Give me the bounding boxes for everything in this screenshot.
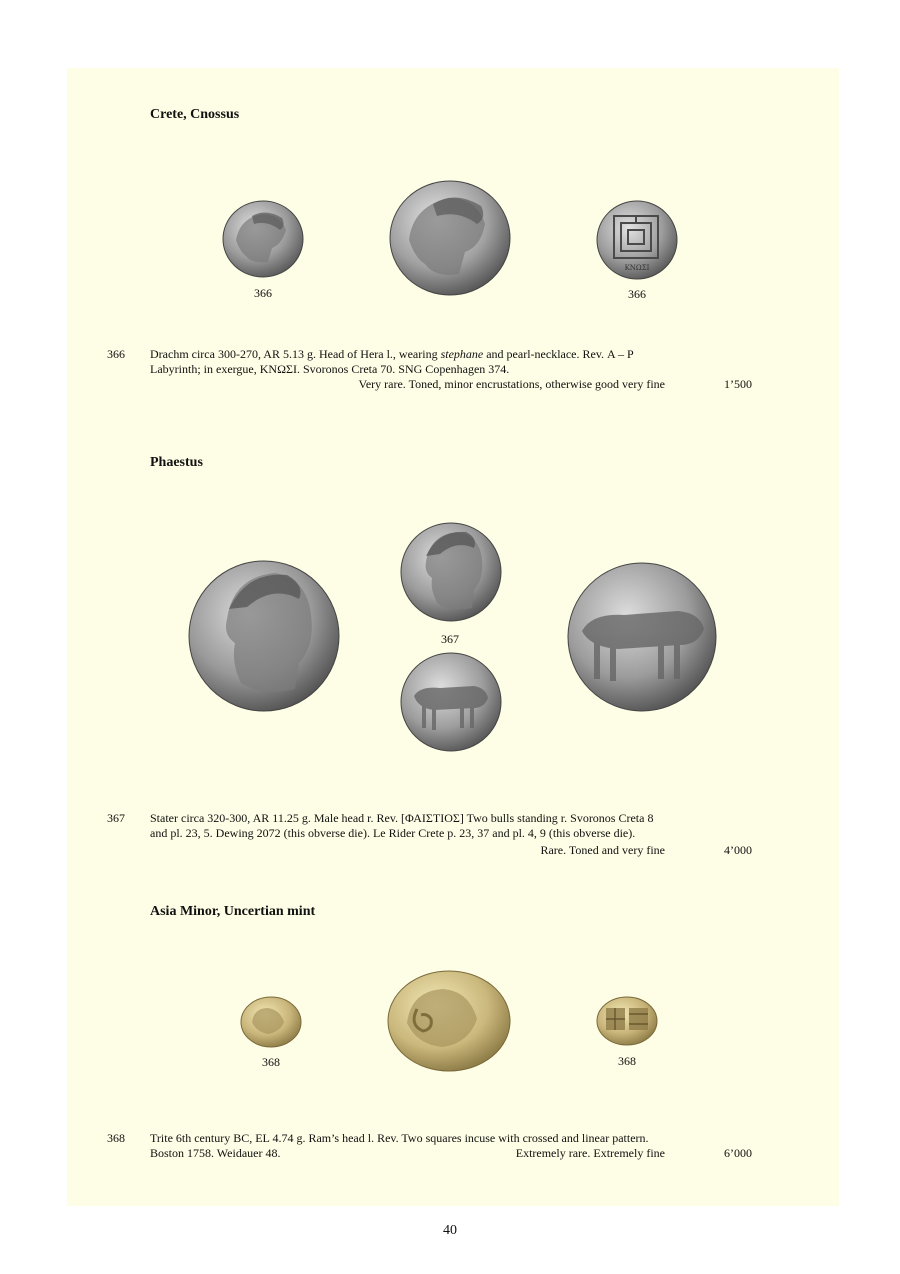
section-heading-cnossus: Crete, Cnossus	[150, 107, 240, 122]
coin-367-reverse-small	[400, 652, 502, 752]
lot-367-price: 4’000	[724, 843, 752, 857]
coin-366-reverse-labyrinth	[596, 200, 678, 280]
section-heading-phaestus: Phaestus	[150, 455, 203, 470]
coin-368-reverse-incuse	[596, 996, 658, 1046]
coin-366-obverse-small	[222, 200, 304, 278]
lot-description-367	[150, 811, 752, 841]
lot-368-grade: Extremely rare. Extremely fine	[515, 1146, 665, 1160]
coin-367-obverse-small	[400, 522, 502, 622]
lot-366-line1: Drachm circa 300-270, AR 5.13 g. Head of Hera l., wearing stephane and pearl-necklace. Rev. Α – Ρ	[150, 347, 634, 361]
lot-366-grade: Very rare. Toned, minor encrustations, otherwise good very fine	[358, 377, 665, 391]
coin-label-368-right: 368	[618, 1054, 636, 1068]
inscription-knossi: ΚΝΩΣΙ	[624, 264, 650, 272]
coin-label-368-left: 368	[262, 1055, 280, 1069]
lot-367-line2: and pl. 23, 5. Dewing 2072 (this obverse die). Le Rider Crete p. 23, 37 and pl. 4, 9 (this obverse die).	[150, 826, 636, 840]
lot-367-line1: Stater circa 320-300, AR 11.25 g. Male head r. Rev. [ΦΑΙΣΤΙΟΣ] Two bulls standing r. Svoronos Creta 8	[150, 811, 654, 825]
coin-label-366-left: 366	[254, 286, 272, 300]
coin-367-obverse-large	[187, 559, 341, 713]
lot-number-366: 366	[107, 347, 125, 361]
coin-367-reverse-large	[566, 561, 718, 713]
lot-number-368: 368	[107, 1131, 125, 1145]
coin-368-obverse-small	[240, 996, 302, 1048]
coin-label-367: 367	[441, 632, 459, 646]
lot-number-367: 367	[107, 811, 125, 825]
lot-367-grade: Rare. Toned and very fine	[540, 843, 665, 857]
lot-368-line1: Trite 6th century BC, EL 4.74 g. Ram’s head l. Rev. Two squares incuse with crossed and linear pattern.	[150, 1131, 649, 1145]
lot-366-line2: Labyrinth; in exergue, ΚΝΩΣΙ. Svoronos Creta 70. SNG Copenhagen 374.	[150, 362, 510, 376]
lot-description-366	[150, 347, 752, 377]
section-heading-asia-minor: Asia Minor, Uncertian mint	[150, 904, 316, 919]
lot-366-price: 1’500	[724, 377, 752, 391]
coin-366-obverse-large	[389, 180, 511, 296]
page-number: 40	[443, 1223, 457, 1238]
lot-368-price: 6’000	[724, 1146, 752, 1160]
coin-label-366-right: 366	[628, 287, 646, 301]
lot-368-line2: Boston 1758. Weidauer 48.	[150, 1146, 281, 1160]
coin-368-obverse-large	[387, 969, 511, 1073]
